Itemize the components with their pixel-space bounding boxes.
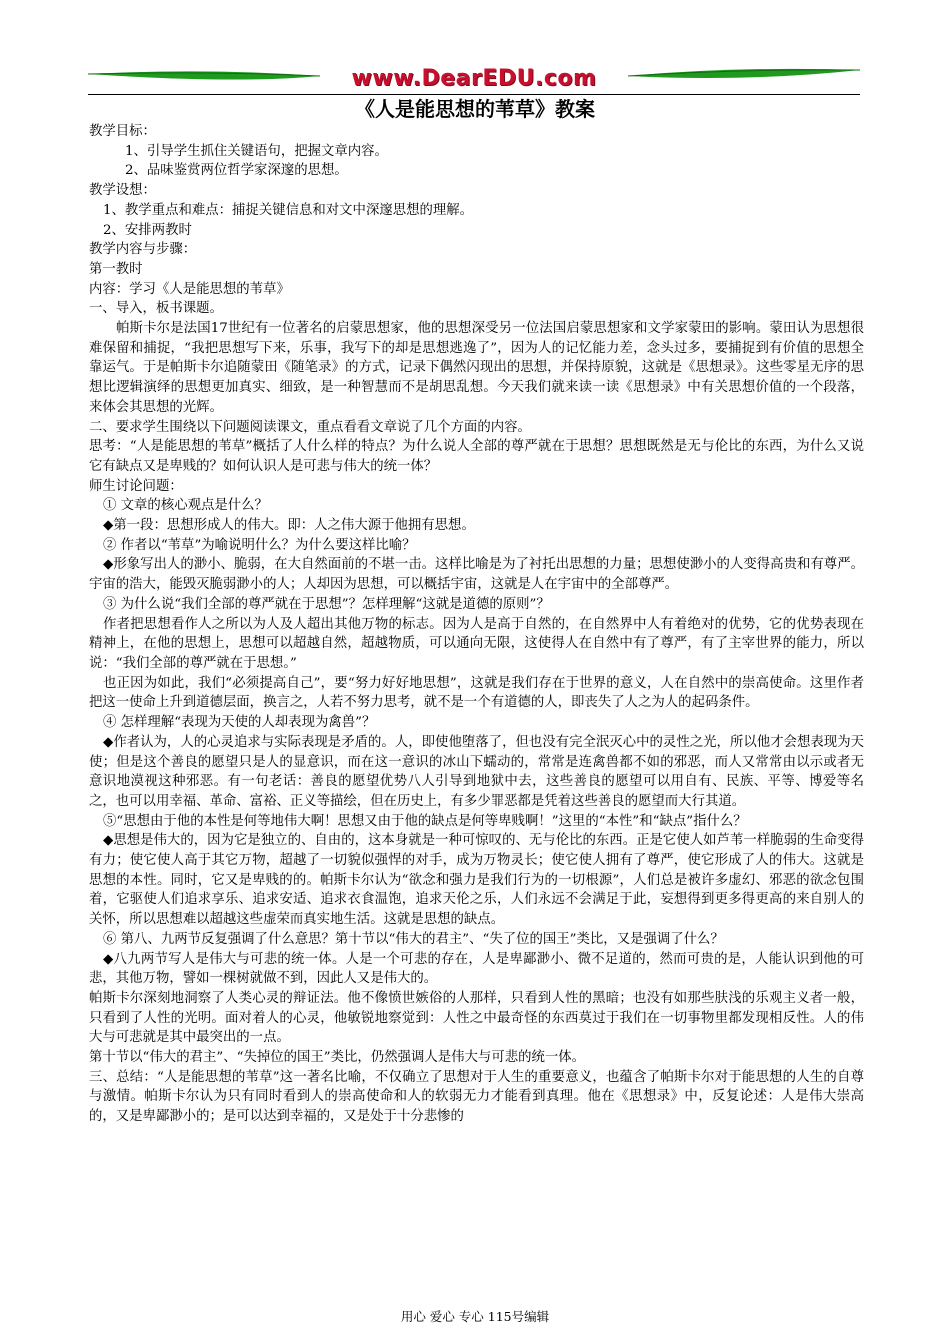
answer: ◆作者认为，人的心灵追求与实际表现是矛盾的。人，即使他堕落了，但也没有完全泯灭心中的灵性之光，所以他才会想表现为天使；但是这个善良的愿望只是人的显意识，而在这一意识的冰山下蠕动的，常常是连禽兽都不如的邪恶，而人又常常由以示或者无意识地漠视这种邪恶。有一句老话：善良的愿望优势八人引导到地狱中去，这些善良的愿望可以用自有、民族、平等、博爱等名之，也可以用幸福、革命、富裕、正义等描绘，但在历史上，有多少罪恶都是凭着这些善良的愿望而大行其道。 [89, 734, 864, 809]
answer: ◆形象写出人的渺小、脆弱，在大自然面前的不堪一击。这样比喻是为了衬托出思想的力量；思想使渺小的人变得高贵和有尊严。宇宙的浩大，能毁灭脆弱渺小的人；人却因为思想，可以概括宇宙，这就是人在宇宙中的全部尊严。 [89, 557, 864, 593]
site-header-banner [88, 62, 860, 96]
section-heading: 教学设想： [89, 183, 156, 199]
step-heading: 二、要求学生围绕以下问题阅读课文，重点看看文章说了几个方面的内容。 [89, 419, 531, 435]
document-body [89, 122, 864, 1127]
plan-item: 2、安排两教时 [103, 222, 192, 238]
question: ⑤“思想由于他的本性是何等地伟大啊！思想又由于他的缺点是何等卑贱啊！”这里的“本性”和“缺点”指什么？ [103, 813, 747, 829]
objective-item: 2、品味鉴赏两位哲学家深邃的思想。 [125, 163, 348, 179]
objective-item: 1、引导学生抓住关键语句，把握文章内容。 [125, 143, 388, 159]
site-logo-text[interactable]: www.DearEDU.com [351, 66, 597, 91]
section-heading: 师生讨论问题： [89, 478, 183, 494]
step-heading: 一、导入，板书课题。 [89, 301, 223, 317]
question: ⑥ 第八、九两节反复强调了什么意思？第十节以“伟大的君主”、“失了位的国王”类比，又是强调了什么？ [103, 931, 724, 947]
paragraph: 第十节以“伟大的君主”、“失掉位的国王”类比，仍然强调人是伟大与可悲的统一体。 [89, 1050, 586, 1066]
answer: ◆第一段：思想形成人的伟大。即：人之伟大源于他拥有思想。 [103, 518, 475, 534]
section-heading: 教学目标： [89, 124, 156, 139]
lesson-heading: 第一教时 [89, 261, 143, 277]
question: ③ 为什么说“我们全部的尊严就在于思想”？怎样理解“这就是道德的原则”？ [103, 596, 550, 612]
section-heading: 教学内容与步骤： [89, 242, 197, 258]
question: ④ 怎样理解“表现为天使的人却表现为禽兽”？ [103, 715, 376, 731]
paragraph: 也正因为如此，我们“必须提高自己”，要“努力好好地思想”，这就是我们存在于世界的意义，人在自然中的崇高使命。这里作者把这一使命上升到道德层面，换言之，人若不努力思考，就不是一个有道德的人，即丧失了人之为人的起码条件。 [89, 675, 864, 711]
summary-paragraph: 三、总结：“人是能思想的苇草”这一著名比喻，不仅确立了思想对于人生的重要意义，也蕴含了帕斯卡尔对于能思想的人生的自尊与激情。帕斯卡尔认为只有同时看到人的崇高使命和人的软弱无力才能看到真理。他在《思想录》中，反复论述：人是伟大崇高的，又是卑鄙渺小的；是可以达到幸福的，又是处于十分悲惨的 [89, 1069, 864, 1125]
answer: ◆思想是伟大的，因为它是独立的、自由的，这本身就是一种可惊叹的、无与伦比的东西。正是它使人如芦苇一样脆弱的生命变得有力；使它使人高于其它万物，超越了一切貌似强悍的对手，成为万物灵长；使它使人拥有了尊严，使它形成了人的伟大。这就是思想的本性。同时，它又是卑贱的的。帕斯卡尔认为“欲念和强力是我们行为的一切根源”，人们总是被许多虚幻、邪恶的欲念包围着，它驱使人们追求享乐、追求安适、追求衣食温饱，追求天伦之乐，人们永远不会满足于此，妄想得到更多得更高的来自别人的关怀，所以思想难以超越这些虚荣而真实地生活。这就是思想的缺点。 [89, 833, 864, 928]
paragraph: 帕斯卡尔深刻地洞察了人类心灵的辩证法。他不像愤世嫉俗的人那样，只看到人性的黑暗；也没有如那些肤浅的乐观主义者一般，只看到了人性的光明。面对着人的心灵，他敏锐地察觉到：人性之中最奇怪的东西莫过于我们在一切事物里都发现相反性。人的伟大与可悲就是其中最突出的一点。 [89, 990, 864, 1046]
paragraph: 思考：“人是能思想的苇草”概括了人什么样的特点？为什么说人全部的尊严就在于思想？思想既然是无与伦比的东西，为什么又说它有缺点又是卑贱的？如何认识人是可悲与伟大的统一体？ [89, 439, 864, 474]
answer: ◆八九两节写人是伟大与可悲的统一体。人是一个可悲的存在，人是卑鄙渺小、微不足道的，然而可贵的是，人能认识到他的可悲，其他万物，譬如一棵树就做不到，因此人又是伟大的。 [89, 951, 864, 987]
plan-item: 1、教学重点和难点：捕捉关键信息和对文中深邃思想的理解。 [103, 202, 474, 218]
page-footer: 用心 爱心 专心 115号编辑 [400, 1309, 550, 1324]
lesson-content: 内容：学习《人是能思想的苇草》 [89, 281, 290, 297]
paragraph: 作者把思想看作人之所以为人及人超出其他万物的标志。因为人是高于自然的，在自然界中人有着绝对的优势，它的优势表现在精神上，在他的思想上，思想可以超越自然，超越物质，可以通向无限，这使得人在自然中有了尊严，有了主宰世界的能力，所以说：“我们全部的尊严就在于思想。” [89, 616, 864, 671]
question: ② 作者以“苇草”为喻说明什么？为什么要这样比喻？ [103, 537, 416, 553]
paragraph: 帕斯卡尔是法国17世纪有一位著名的启蒙思想家，他的思想深受另一位法国启蒙思想家和文学家蒙田的影响。蒙田认为思想很难保留和捕捉，“我把思想写下来，乐事，我写下的却是思想逃逸了”，因为人的记忆能力差，念头过多，要捕捉到有价值的思想全靠运气。于是帕斯卡尔追随蒙田《随笔录》的方式，记录下偶然闪现出的思想，并保持原貌，这就是《思想录》。这些零星无序的思想比逻辑演绎的思想更加真实、细致，是一种智慧而不是胡思乱想。今天我们就来读一读《思想录》中有关思想价值的一个段落，来体会其思想的光辉。 [89, 321, 864, 415]
header-rule [88, 94, 860, 95]
question: ① 文章的核心观点是什么？ [103, 498, 268, 514]
document-title: 《人是能思想的苇草》教案 [355, 97, 595, 121]
